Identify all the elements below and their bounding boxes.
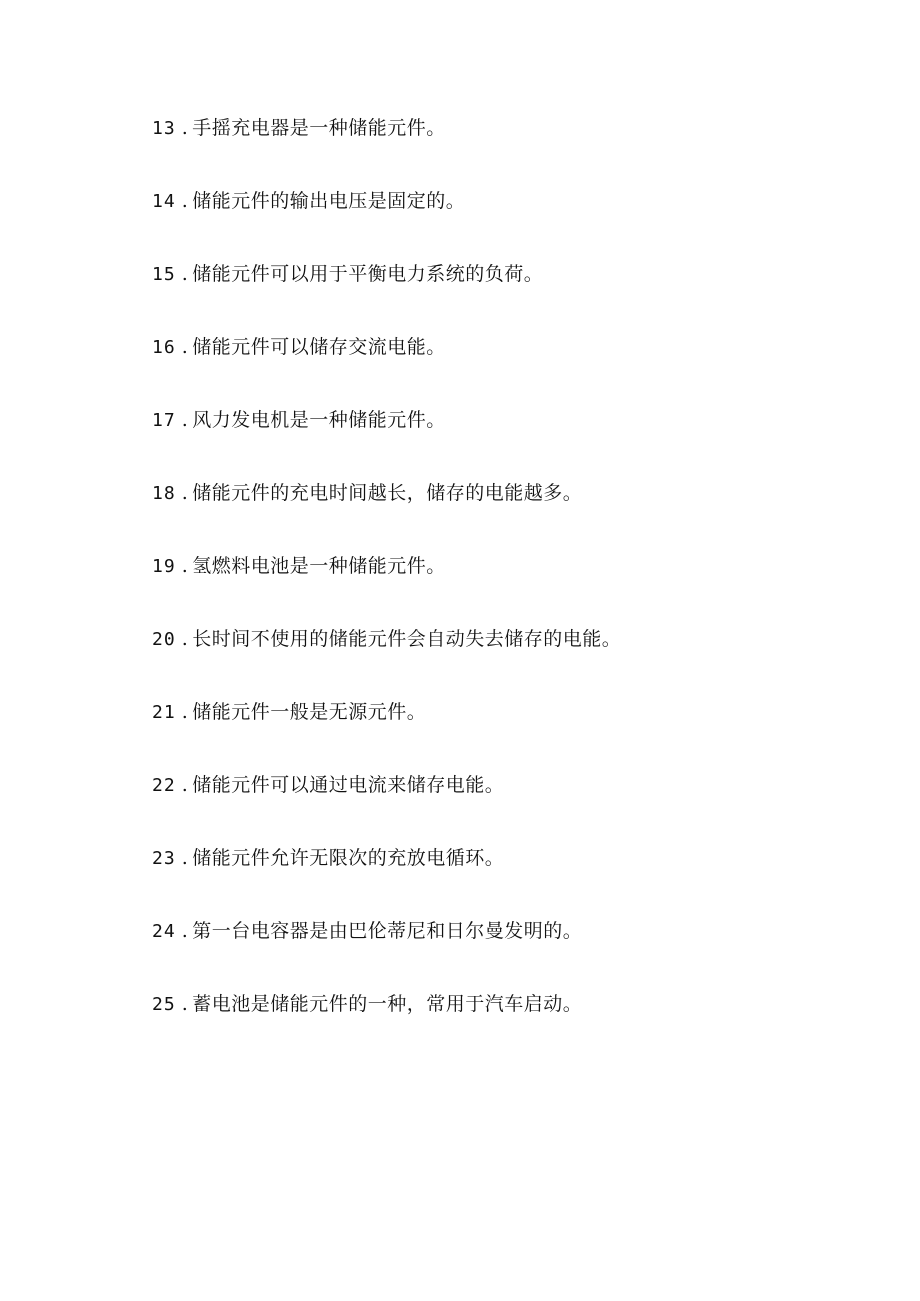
item-separator: . (181, 117, 189, 139)
item-text: 氢燃料电池是一种储能元件。 (192, 555, 446, 577)
item-separator: . (181, 409, 189, 431)
list-item (152, 770, 621, 843)
item-text: 手摇充电器是一种储能元件。 (192, 117, 446, 139)
item-number: 21 (152, 702, 176, 723)
item-separator: . (181, 190, 189, 212)
item-separator: . (181, 993, 189, 1015)
item-number: 14 (152, 191, 176, 212)
item-text: 储能元件可以储存交流电能。 (192, 336, 446, 358)
item-number: 17 (152, 410, 176, 431)
list-item (152, 551, 621, 624)
item-separator: . (181, 847, 189, 869)
item-separator: . (181, 628, 189, 650)
item-number: 18 (152, 483, 176, 504)
list-item (152, 186, 621, 259)
item-number: 23 (152, 848, 176, 869)
item-number: 16 (152, 337, 176, 358)
list-item (152, 405, 621, 478)
item-separator: . (181, 774, 189, 796)
item-text: 储能元件一般是无源元件。 (192, 701, 427, 723)
item-text: 储能元件的充电时间越长，储存的电能越多。 (192, 482, 583, 504)
item-separator: . (181, 701, 189, 723)
item-number: 22 (152, 775, 176, 796)
item-separator: . (181, 920, 189, 942)
item-text: 储能元件可以通过电流来储存电能。 (192, 774, 505, 796)
item-text: 蓄电池是储能元件的一种，常用于汽车启动。 (192, 993, 583, 1015)
list-item (152, 259, 621, 332)
list-item (152, 332, 621, 405)
item-number: 24 (152, 921, 176, 942)
list-item (152, 697, 621, 770)
item-number: 13 (152, 118, 176, 139)
item-separator: . (181, 336, 189, 358)
item-number: 15 (152, 264, 176, 285)
item-separator: . (181, 555, 189, 577)
list-item (152, 843, 621, 916)
item-number: 25 (152, 994, 176, 1015)
item-separator: . (181, 482, 189, 504)
item-text: 第一台电容器是由巴伦蒂尼和日尔曼发明的。 (192, 920, 583, 942)
statement-list (152, 113, 621, 1062)
list-item (152, 113, 621, 186)
list-item (152, 624, 621, 697)
list-item (152, 989, 621, 1062)
item-text: 储能元件允许无限次的充放电循环。 (192, 847, 505, 869)
item-separator: . (181, 263, 189, 285)
item-text: 风力发电机是一种储能元件。 (192, 409, 446, 431)
list-item (152, 916, 621, 989)
item-text: 储能元件的输出电压是固定的。 (192, 190, 466, 212)
item-number: 20 (152, 629, 176, 650)
item-number: 19 (152, 556, 176, 577)
item-text: 储能元件可以用于平衡电力系统的负荷。 (192, 263, 544, 285)
list-item (152, 478, 621, 551)
item-text: 长时间不使用的储能元件会自动失去储存的电能。 (192, 628, 622, 650)
